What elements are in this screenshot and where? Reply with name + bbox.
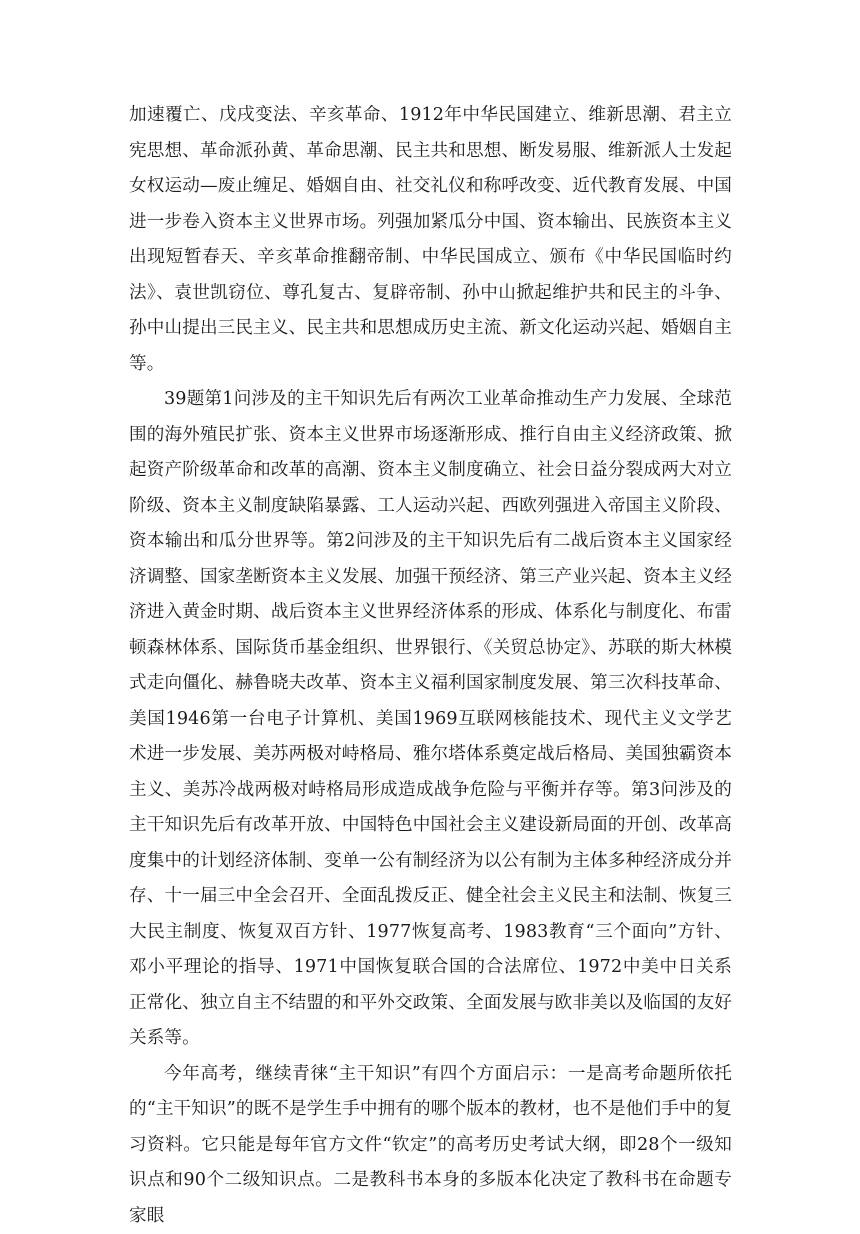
- paragraph-continuation: 加速覆亡、戊戌变法、辛亥革命、1912年中华民国建立、维新思潮、君主立宪思想、革命派孙黄、革命思潮、民主共和思想、断发易服、维新派人士发起女权运动—废止缠足、婚姻自由、社交礼仪和称呼改变、近代教育发展、中国进一步卷入资本主义世界市场。列强加紧瓜分中国、资本输出、民族资本主义出现短暂春天、辛亥革命推翻帝制、中华民国成立、颁布《中华民国临时约法》、袁世凯窃位、尊孔复古、复辟帝制、孙中山掀起维护共和民主的斗争、孙中山提出三民主义、民主共和思想成历史主流、新文化运动兴起、婚姻自主等。: [129, 98, 732, 382]
- document-page: [129, 98, 732, 1234]
- paragraph-question-39: 39题第1问涉及的主干知识先后有两次工业革命推动生产力发展、全球范围的海外殖民扩张、资本主义世界市场逐渐形成、推行自由主义经济政策、掀起资产阶级革命和改革的高潮、资本主义制度确立、社会日益分裂成两大对立阶级、资本主义制度缺陷暴露、工人运动兴起、西欧列强进入帝国主义阶段、资本输出和瓜分世界等。第2问涉及的主干知识先后有二战后资本主义国家经济调整、国家垄断资本主义发展、加强干预经济、第三产业兴起、资本主义经济进入黄金时期、战后资本主义世界经济体系的形成、体系化与制度化、布雷顿森林体系、国际货币基金组织、世界银行、《关贸总协定》、苏联的斯大林模式走向僵化、赫鲁晓夫改革、资本主义福利国家制度发展、第三次科技革命、美国1946第一台电子计算机、美国1969互联网核能技术、现代主义文学艺术进一步发展、美苏两极对峙格局、雅尔塔体系奠定战后格局、美国独霸资本主义、美苏冷战两极对峙格局形成造成战争危险与平衡并存等。第3问涉及的主干知识先后有改革开放、中国特色中国社会主义建设新局面的开创、改革高度集中的计划经济体制、变单一公有制经济为以公有制为主体多种经济成分并存、十一届三中全会召开、全面乱拨反正、健全社会主义民主和法制、恢复三大民主制度、恢复双百方针、1977恢复高考、1983教育“三个面向”方针、邓小平理论的指导、1971中国恢复联合国的合法席位、1972中美中日关系正常化、独立自主不结盟的和平外交政策、全面发展与欧非美以及临国的友好关系等。: [129, 382, 732, 1057]
- paragraph-exam-insights: 今年高考，继续青徕“主干知识”有四个方面启示：一是高考命题所依托的“主干知识”的既不是学生手中拥有的哪个版本的教材，也不是他们手中的复习资料。它只能是每年官方文件“钦定”的高考历史考试大纲，即28个一级知识点和90个二级知识点。二是教科书本身的多版本化决定了教科书在命题专家眼: [129, 1057, 732, 1234]
